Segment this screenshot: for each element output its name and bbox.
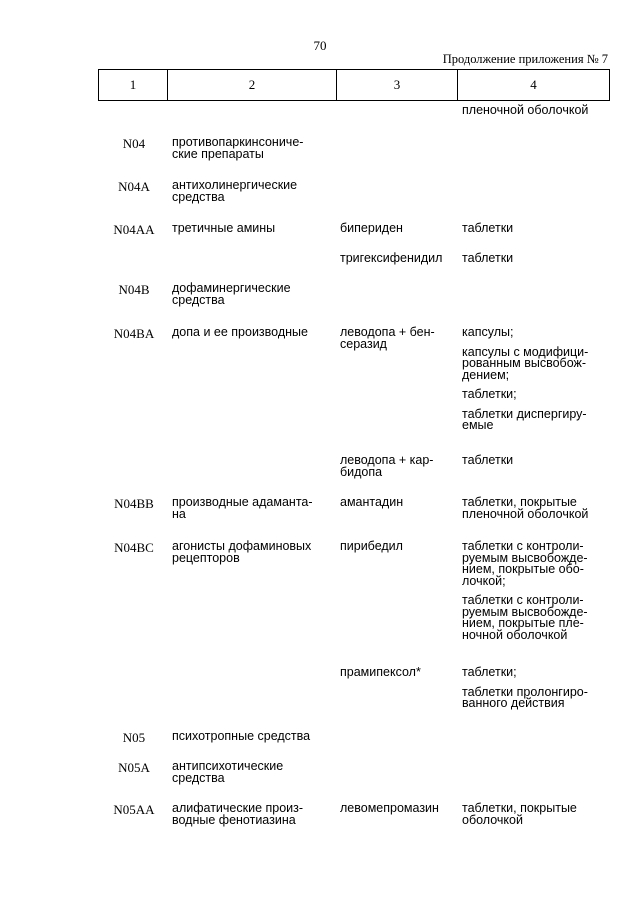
dosage-form-item: пленочной оболочкой [462,103,589,117]
atc-code: N04AA [113,222,155,237]
dosage-forms [462,541,612,641]
dosage-form-item: таблетки [462,221,514,235]
group-name: психотропные средства [172,729,311,743]
atc-code: N04 [122,136,146,151]
dosage-form-item: таблетки с контроли- руемым высвобожде- нием, покрытые обо- лочкой; [462,539,588,588]
group-name: антипсихотические средства [172,759,284,785]
dosage-forms [462,803,612,826]
drug-name: леводопа + бен- серазид [340,325,435,351]
atc-code: N04BA [113,326,155,341]
drug-name: прамипексол* [340,665,421,679]
dosage-forms [462,667,612,710]
dosage-forms [462,105,612,117]
header-col-1: 1 [129,77,137,92]
header-col-2: 2 [248,77,256,92]
dosage-form-item: капсулы; [462,325,514,339]
dosage-forms [462,253,612,265]
atc-code: N05A [118,760,150,775]
atc-code: N04BC [114,540,154,555]
group-name: алифатические произ- водные фенотиазина [172,801,304,827]
group-name: третичные амины [172,221,276,235]
group-name: агонисты дофаминовых рецепторов [172,539,312,565]
group-name: производные адаманта- на [172,495,313,521]
dosage-form-item: таблетки пролонгиро- ванного действия [462,684,588,710]
group-name: допа и ее производные [172,325,308,339]
header-col-4: 4 [530,77,537,92]
dosage-form-item: таблетки диспергиру- емые [462,406,587,432]
atc-code: N05AA [113,802,155,817]
drug-name: пирибедил [340,539,403,553]
dosage-form-item: таблетки [462,453,514,467]
dosage-form-item: таблетки с контроли- руемым высвобожде- нием, покрытые пле- ночной оболочкой [462,593,588,642]
drug-name: бипериден [340,221,403,235]
dosage-form-item: таблетки; [462,665,517,679]
dosage-form-item: капсулы с модифици- рованным высвобож- дением; [462,344,589,382]
drug-name: леводопа + кар- бидопа [340,453,434,479]
group-name: противопаркинсониче- ские препараты [172,135,304,161]
drug-name: левомепромазин [340,801,439,815]
dosage-form-item: таблетки, покрытые пленочной оболочкой [462,495,589,521]
atc-code: N05 [122,730,146,745]
page-number: 70 [313,38,327,53]
header-col-3: 3 [393,77,401,92]
group-name: дофаминергические средства [172,281,291,307]
atc-code: N04A [118,179,150,194]
dosage-form-item: таблетки [462,251,514,265]
drug-name: амантадин [340,495,404,509]
dosage-forms [462,497,612,520]
atc-code: N04B [118,282,150,297]
drug-name: тригексифенидил [340,251,443,265]
dosage-forms [462,327,612,432]
group-name: антихолинергические средства [172,178,298,204]
dosage-form-item: таблетки, покрытые оболочкой [462,801,577,827]
atc-code: N04BB [114,496,154,511]
appendix-caption: Продолжение приложения № 7 [442,52,608,66]
dosage-forms [462,455,612,467]
dosage-forms [462,223,612,235]
dosage-form-item: таблетки; [462,387,517,401]
